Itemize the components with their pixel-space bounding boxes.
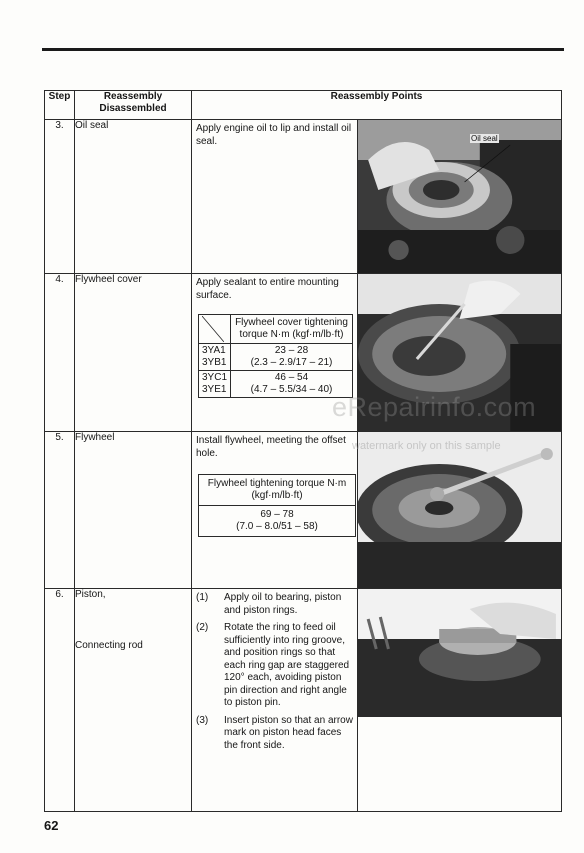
step-number: 6. <box>45 589 75 812</box>
header-reassembly-line1: Reassembly <box>103 91 163 102</box>
list-text: Rotate the ring to feed oil sufficiently into ring groove, and position rings so that each ring gap are staggered 120° each, avoiding piston pin direction and right angle to piston pin. <box>224 622 350 708</box>
part-name: Flywheel <box>75 432 192 589</box>
procedure-list <box>196 592 353 752</box>
points-cell <box>192 589 562 812</box>
model-label: 3YB1 <box>202 357 227 368</box>
step-number: 3. <box>45 120 75 274</box>
table-header-row <box>45 91 562 120</box>
top-rule <box>42 48 564 51</box>
part-name: Oil seal <box>75 120 192 274</box>
page-number: 62 <box>44 818 59 833</box>
list-text: Apply oil to bearing, piston and piston rings. <box>224 592 342 616</box>
torque-value-nm: 46 – 54 <box>274 372 309 383</box>
torque-value-detail: (7.0 – 8.0/51 – 58) <box>236 521 318 532</box>
header-step: Step <box>45 91 75 120</box>
torque-models <box>199 344 231 371</box>
oil-seal-callout: Oil seal <box>471 134 498 143</box>
point-text: Apply sealant to entire mounting surface. <box>196 277 339 301</box>
point-text: Apply engine oil to lip and install oil seal. <box>192 120 358 273</box>
torque-value-nm: 69 – 78 <box>260 509 294 520</box>
model-label: 3YA1 <box>202 345 226 356</box>
torque-diagonal-cell <box>199 315 231 344</box>
header-points: Reassembly Points <box>192 91 562 120</box>
torque-value <box>231 344 353 371</box>
part-name-secondary: Connecting rod <box>75 640 143 651</box>
header-reassembly-line2: Disassembled <box>99 103 167 114</box>
piston-photo <box>358 589 561 811</box>
flywheel-photo <box>358 432 561 588</box>
torque-title: Flywheel cover tightening torque N·m (kgf·m/lb·ft) <box>231 315 353 344</box>
watermark-site: eRepairinfo.com <box>332 392 537 422</box>
torque-title: Flywheel tightening torque N·m (kgf·m/lb·ft) <box>199 475 356 506</box>
part-name: Flywheel cover <box>75 274 192 432</box>
point-content <box>192 432 358 588</box>
model-label: 3YC1 <box>202 372 228 383</box>
list-number: (2) <box>196 622 209 633</box>
table-row <box>45 120 562 274</box>
table-row <box>45 432 562 589</box>
point-content <box>192 589 358 811</box>
oil-seal-photo <box>358 120 561 273</box>
list-number: (3) <box>196 714 209 726</box>
points-cell <box>192 432 562 589</box>
torque-value-detail: (4.7 – 5.5/34 – 40) <box>250 384 333 395</box>
points-cell <box>192 120 562 274</box>
list-text: Insert piston so that an arrow mark on piston head faces the front side. <box>224 714 353 751</box>
point-text: Install flywheel, meeting the offset hole. <box>196 435 346 459</box>
flywheel-torque-table <box>198 474 356 537</box>
list-item <box>196 592 353 617</box>
flywheel-cover-torque-table <box>198 314 353 398</box>
header-reassembly <box>75 91 192 120</box>
list-item <box>196 715 353 753</box>
step-number: 4. <box>45 274 75 432</box>
torque-value-detail: (2.3 – 2.9/17 – 21) <box>250 357 333 368</box>
watermark-note: watermark only on this sample <box>352 440 501 452</box>
torque-value <box>199 506 356 537</box>
part-cell <box>75 589 192 812</box>
table-row <box>45 589 562 812</box>
list-number: (1) <box>196 592 209 603</box>
torque-value-nm: 23 – 28 <box>274 345 309 356</box>
torque-models <box>199 371 231 398</box>
model-label: 3YE1 <box>202 384 227 395</box>
step-number: 5. <box>45 432 75 589</box>
list-item <box>196 622 353 710</box>
part-name: Piston, <box>75 589 106 600</box>
